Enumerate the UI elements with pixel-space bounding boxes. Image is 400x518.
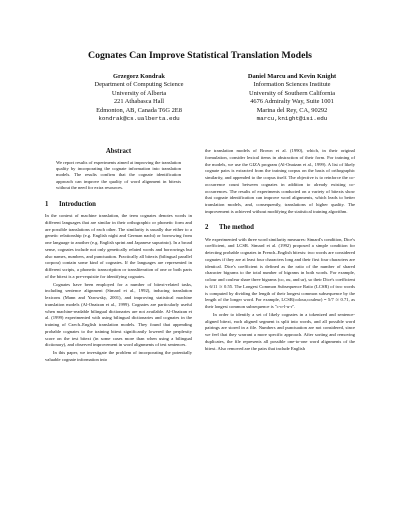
intro-paragraph: In this paper, we investigate the problem of incorporating the potentially valuable cognate information into <box>45 350 192 363</box>
author-email: marcu,knight@isi.edu <box>256 115 328 123</box>
section-heading-introduction <box>45 201 192 208</box>
author-email: kondrak@cs.ualberta.edu <box>98 115 180 123</box>
affiliation-line: Information Sciences Institute <box>253 81 331 89</box>
abstract-heading: Abstract <box>105 148 132 155</box>
author-block-marcu-knight <box>228 73 356 123</box>
section-title: Introduction <box>59 201 96 209</box>
intro-paragraph: In the context of machine translation, the term cognates denotes words in different languages that are similar in their orthographic or phonetic form and are possible translations of each other. The similarity is usually due either to a genetic relationship (e.g. English night and German nacht) or borrowing from one language to another (e.g. English sprint and Japanese supurinto). In a broad sense, cognates include not only genetically related words and borrowings but also names, numbers, and punctuation. Practically all bitexts (bilingual parallel corpora) contain some kind of cognates. If the languages are represented in different scripts, a phonetic transcription or transliteration of one or both parts of the bitext is a pre-requisite for identifying cognates. <box>45 213 192 279</box>
affiliation-line: Department of Computing Science <box>94 81 184 89</box>
abstract-body: We report results of experiments aimed at improving the translation quality by incorporating the cognate information into translation models. The results confirm that the cognate identification approach can improve the quality of word alignment in bitexts without the need for extra resources. <box>56 160 181 190</box>
section-heading-method <box>205 224 355 231</box>
method-paragraph: In order to identify a set of likely cognates in a tokenized and sentence-aligned bitext, each aligned segment is split into words, and all possible word pairings are stored in a file. Numbers and punctuation are not considered, since we feel that they warrant a more specific approach. After sorting and removing duplicates, the file represents all possible one-to-one word alignments of the bitext. Also removed are the pairs that include English <box>205 311 355 351</box>
paper-title: Cognates Can Improve Statistical Translation Models <box>88 50 312 61</box>
author-names: Grzegorz Kondrak <box>112 73 165 80</box>
affiliation-line: University of Southern California <box>248 89 336 97</box>
affiliation-line: Marina del Rey, CA, 90292 <box>256 106 328 114</box>
left-column <box>45 148 192 364</box>
intro-paragraph-continued: the translation models of Brown et al. (1990), which, in their original formulation, consider lexical items in abstraction of their form. For training of the models, we use the GIZA program (Al-Onaizan et al., 1999). A list of likely cognate pairs is extracted from the training corpus on the basis of orthographic similarity, and appended to the corpus itself. The objective is to reinforce the co-occurrence count between cognates in addition to already existing co-occurrences. The results of experiments conducted on a variety of bitexts show that cognate identification can improve word alignments, which leads to better translation models, and, consequently, translations of higher quality. The improvement is achieved without modifying the statistical training algorithm. <box>205 148 355 214</box>
author-block-kondrak <box>64 73 214 123</box>
affiliation-line: 4676 Admiralty Way, Suite 1001 <box>250 98 334 106</box>
affiliation-line: University of Alberta <box>111 89 167 97</box>
author-names: Daniel Marcu and Kevin Knight <box>247 73 337 80</box>
method-paragraph: We experimented with three word similarity measures: Simard's condition, Dice's coefficient, and LCSR. Simard et al. (1992) proposed a simple condition for detecting probable cognates in French–English bitexts: two words are considered cognates if they are at least four characters long and their first four characters are identical. Dice's coefficient is defined as the ratio of the number of shared character bigrams to the total number of bigrams in both words. For example, colour and couleur share three bigrams (co, ou, and ur), so their Dice's coefficient is 6/11 ≃ 0.55. The Longest Common Subsequence Ratio (LCSR) of two words is computed by dividing the length of their longest common subsequence by the length of the longer word. For example, LCSR(colour,couleur) = 5/7 ≃ 0.71, as their longest common subsequence is "c-o-l-u-r". <box>205 236 355 309</box>
section-number: 1 <box>45 201 49 209</box>
intro-paragraph: Cognates have been employed for a number of bitext-related tasks, including sentence alignment (Simard et al., 1992), inducing translation lexicons (Mann and Yarowsky, 2001), and improving statistical machine translation models (Al-Onaizan et al., 1999). Cognates are particularly useful when machine-readable bilingual dictionaries are not available. Al-Onaizan et al. (1999) experimented with using bilingual dictionaries and cognates in the training of Czech–English translation models. They found that appending probable cognates to the training bitext significantly lowered the perplexity score on the test bitext (in some cases more than when using a bilingual dictionary), and observed improvement in word alignments of test sentences. <box>45 281 192 348</box>
affiliation-line: Edmonton, AB, Canada T6G 2E8 <box>96 106 182 114</box>
right-column <box>205 148 355 352</box>
section-title: The method <box>219 223 254 231</box>
affiliation-line: 221 Athabasca Hall <box>113 98 165 106</box>
section-number: 2 <box>205 223 209 231</box>
